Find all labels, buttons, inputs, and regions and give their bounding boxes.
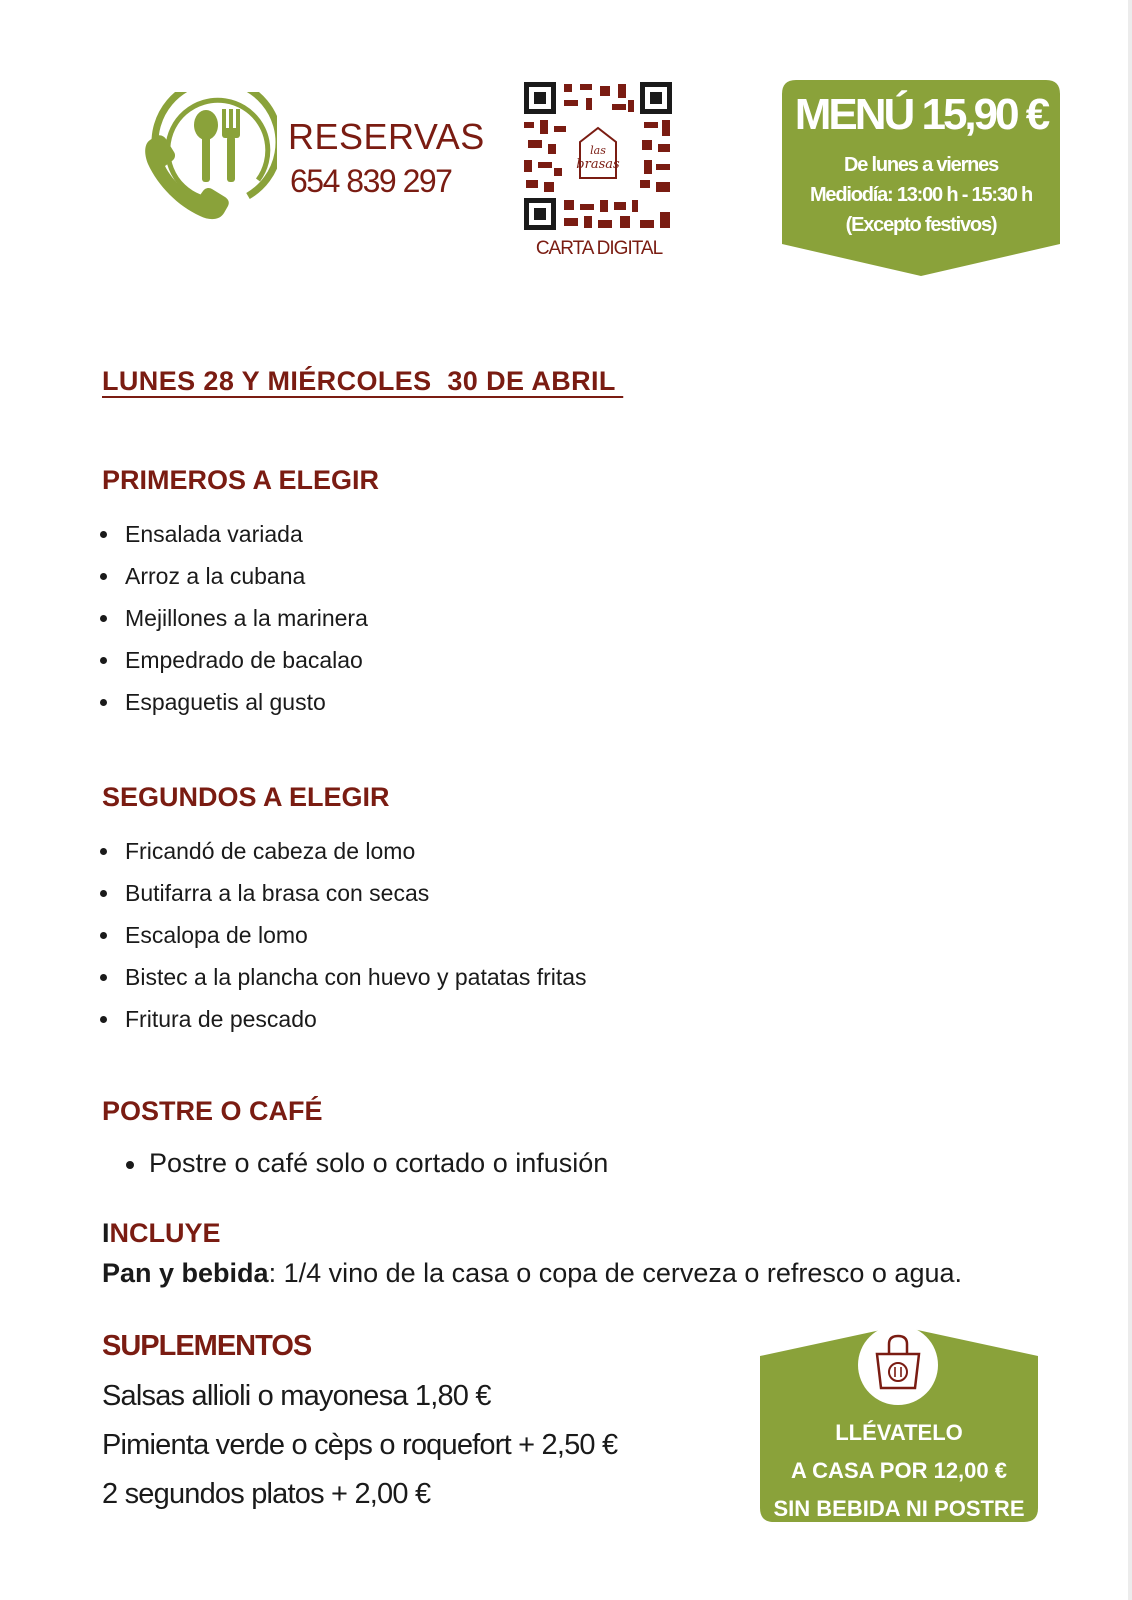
takeaway-line-3: SIN BEBIDA NI POSTRE [773,1496,1025,1521]
postre-title: POSTRE O CAFÉ [102,1096,323,1126]
shopping-bag-icon [855,1322,941,1408]
list-item: Bistec a la plancha con huevo y patatas fritas [100,956,587,998]
suplementos-title: SUPLEMENTOS [102,1330,312,1362]
svg-text:las: las [590,144,606,157]
menu-exception: (Excepto festivos) [845,214,997,236]
svg-text:brasas: brasas [576,157,620,172]
date-heading: LUNES 28 Y MIÉRCOLES 30 DE ABRIL [102,366,624,396]
list-item: Ensalada variada [100,513,368,555]
list-item: Mejillones a la marinera [100,597,368,639]
phone-cutlery-icon [142,92,277,227]
qr-code[interactable] [524,82,672,230]
incluye-title-rest: NCLUYE [109,1218,221,1248]
incluye-text [102,1258,962,1289]
takeaway-badge [760,1326,1038,1522]
takeaway-line-1: LLÉVATELO [835,1420,963,1445]
list-item: Postre o café solo o cortado o infusión [100,1142,608,1184]
incluye-title-first: I [102,1218,110,1248]
qr-caption: CARTA DIGITAL [535,238,663,259]
suplemento-item: 2 segundos platos + 2,00 € [102,1478,431,1510]
list-item: Fritura de pescado [100,998,587,1040]
menu-hours: Mediodía: 13:00 h - 15:30 h [809,184,1033,206]
incluye-title [102,1218,221,1249]
menu-price-badge [782,80,1060,276]
menu-price: MENÚ 15,90 € [794,90,1048,139]
list-item: Butifarra a la brasa con secas [100,872,587,914]
page-edge [1128,0,1132,1600]
primeros-title: PRIMEROS A ELEGIR [102,465,380,495]
list-item: Escalopa de lomo [100,914,587,956]
menu-days: De lunes a viernes [843,154,999,176]
incluye-detail: : 1/4 vino de la casa o copa de cerveza o refresco o agua. [268,1258,962,1288]
list-item: Fricandó de cabeza de lomo [100,830,587,872]
segundos-title: SEGUNDOS A ELEGIR [102,782,390,812]
list-item: Arroz a la cubana [100,555,368,597]
incluye-bold: Pan y bebida [102,1258,269,1288]
suplemento-item: Salsas allioli o mayonesa 1,80 € [102,1380,491,1412]
list-item: Empedrado de bacalao [100,639,368,681]
segundos-list [100,830,587,1040]
takeaway-line-2: A CASA POR 12,00 € [790,1458,1007,1483]
postre-list [100,1142,608,1184]
primeros-list [100,513,368,723]
reservations-title: RESERVAS [288,116,485,157]
reservations-phone[interactable]: 654 839 297 [290,163,452,199]
list-item: Espaguetis al gusto [100,681,368,723]
suplemento-item: Pimienta verde o cèps o roquefort + 2,50 € [102,1429,618,1461]
